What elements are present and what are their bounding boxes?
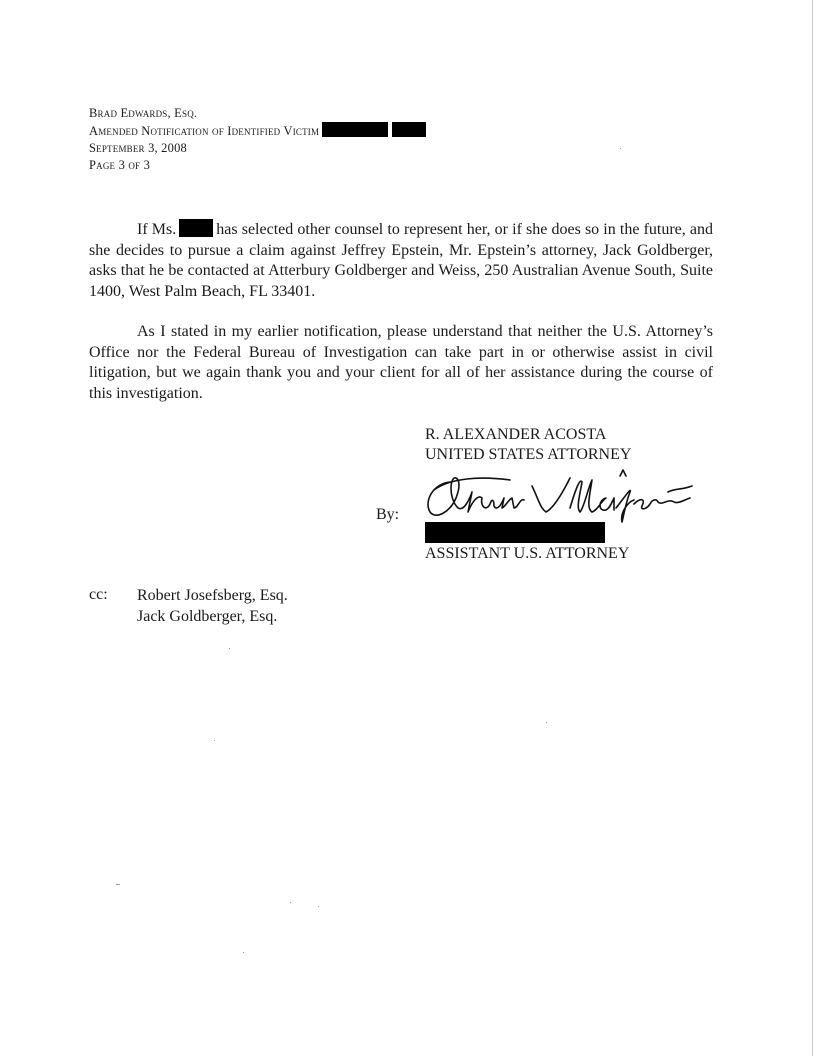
scan-speck [546,722,547,723]
body-paragraph-2 [89,322,713,404]
redaction-victim-name-2 [392,122,426,137]
scan-speck [214,740,215,741]
scan-speck [290,902,291,903]
scan-speck [620,148,621,149]
scan-speck [318,906,319,907]
signature-block [425,425,631,465]
cc-recipient-list [137,586,288,627]
scan-edge-line [812,0,813,1056]
cc-recipient: Robert Josefsberg, Esq. [137,587,288,604]
header-subject-text: Amended Notification of Identified Victim [89,124,320,138]
signer-title: ASSISTANT U.S. ATTORNEY [425,545,630,562]
header-recipient: Brad Edwards, Esq. [89,106,198,120]
redaction-victim-name-1 [322,122,388,137]
header-page-number: Page 3 of 3 [89,158,151,172]
cc-label: cc: [89,586,108,603]
scan-speck [229,648,230,649]
cc-recipient: Jack Goldberger, Esq. [137,607,278,625]
scan-speck [243,952,244,953]
header-date: September 3, 2008 [89,141,187,155]
letter-header [89,105,426,174]
redaction-signer-name [425,522,605,543]
scan-speck [116,884,120,885]
paragraph-1-rest: has selected other counsel to represent her, or if she does so in the future, and she decides to pursue a claim against Jeffrey Epstein, Mr. Epstein’s attorney, Jack Goldberger, asks that he be contacted at Atterbury Goldberger and Weiss, 250 Australian Avenue South, Suite 1400, West Palm Beach, FL 33401. [89,221,714,300]
signatory-name: R. ALEXANDER ACOSTA [425,426,607,443]
paragraph-1-start: If Ms. [137,221,177,238]
redaction-client-name [179,219,213,237]
paragraph-2-text: As I stated in my earlier notification, please understand that neither the U.S. Attorney’s Office nor the Federal Bureau of Investigation can take part in or otherwise assist in civil litigation, but we again thank you and your client for all of her assistance during the course of this investigation. [89,323,713,402]
handwritten-signature [420,468,710,524]
signatory-title: UNITED STATES ATTORNEY [425,446,632,463]
by-label: By: [376,506,400,523]
header-subject [89,122,426,140]
body-paragraph-1 [89,219,713,302]
